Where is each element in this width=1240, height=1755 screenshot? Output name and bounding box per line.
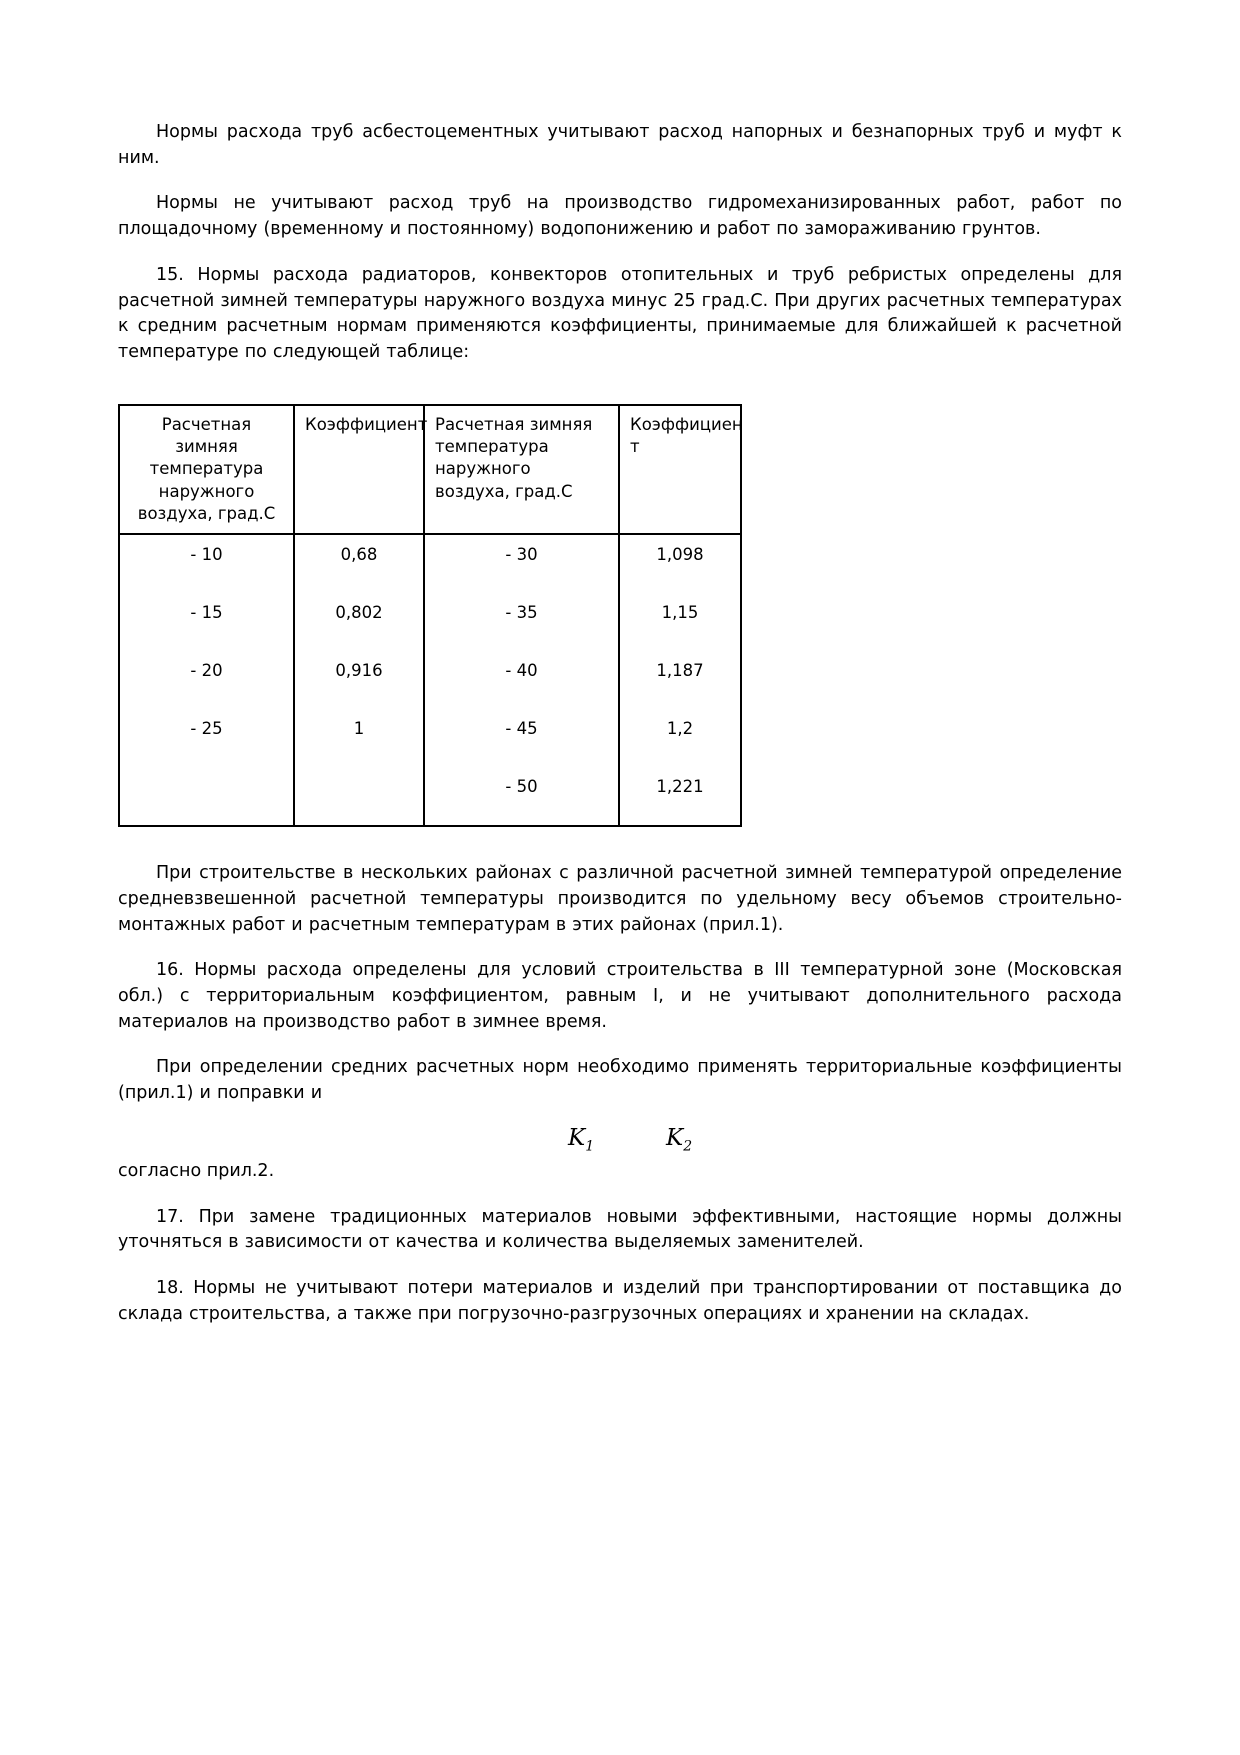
table-header-cell-1: Расчетная зимняя температура наружного воздуха, град.С <box>119 405 294 534</box>
paragraph-multiple-regions: При строительстве в нескольких районах с различной расчетной зимней температурой определение средневзвешенной расчетной температуры производится по удельному весу объемов строительно-монтажных работ и расчетным температурам в этих районах (прил.1). <box>118 863 1122 935</box>
table-cell-temp-left: - 25 <box>119 709 294 767</box>
paragraph-asbestos-pipes: Нормы расхода труб асбестоцементных учитывают расход напорных и безнапорных труб и муфт к ним. <box>118 122 1122 168</box>
table-cell-temp-left <box>119 767 294 826</box>
paragraph-according-to-appendix2: согласно прил.2. <box>118 1160 275 1181</box>
paragraph-item-17: 17. При замене традиционных материалов новыми эффективными, настоящие нормы должны уточняться в зависимости от качества и количества выделяемых заменителей. <box>118 1206 1122 1253</box>
table-cell-coef-left: 0,916 <box>294 651 424 709</box>
table-row <box>119 767 741 826</box>
paragraph-item-18: 18. Нормы не учитывают потери материалов и изделий при транспортировании от поставщика до склада строительства, а также при погрузочно-разгрузочных операциях и хранении на складах. <box>118 1277 1122 1324</box>
table-header-cell-2: Коэффициент <box>294 405 424 534</box>
table-cell-coef-right: 1,221 <box>656 777 704 797</box>
table-row <box>119 534 741 593</box>
table-header-cell-4: Коэффициен т <box>619 405 741 534</box>
table-cell-temp-left: - 20 <box>119 651 294 709</box>
table-header-row <box>119 405 741 534</box>
table-cell-temp-right: - 50 <box>424 767 619 826</box>
table-cell-coef-left: 1 <box>294 709 424 767</box>
table-header-cell-3: Расчетная зимняя температура наружного воздуха, град.С <box>424 405 619 534</box>
paragraph-norms-exclusions: Нормы не учитывают расход труб на производство гидромеханизированных работ, работ по площадочному (временному и постоянному) водопонижению и работ по замораживанию грунтов. <box>118 193 1122 240</box>
formula-row <box>118 1125 1122 1159</box>
table-cell-coef-left <box>294 767 424 826</box>
paragraph-item-15: 15. Нормы расхода радиаторов, конвекторов отопительных и труб ребристых определены для расчетной зимней температуры наружного воздуха минус 25 град.С. При других расчетных температурах к средним расчетным нормам применяются коэффициенты, принимаемые для ближайшей к расчетной температуре по следующей таблице: <box>118 264 1122 363</box>
paragraph-item-16: 16. Нормы расхода определены для условий строительства в III температурной зоне (Московская обл.) с территориальным коэффициентом, равным I, и не учитывают дополнительного расхода материалов на производство работ в зимнее время. <box>118 960 1122 1032</box>
paragraph-territorial-coefficients: При определении средних расчетных норм необходимо применять территориальные коэффициенты (прил.1) и поправки и <box>118 1057 1122 1104</box>
coefficient-table-wrapper <box>118 404 1122 827</box>
table-cell-temp-right: - 30 <box>424 534 619 593</box>
coefficient-table <box>118 404 742 827</box>
table-cell-coef-right: 1,2 <box>666 719 694 739</box>
formula-k1: $K_1$ <box>568 1124 595 1155</box>
table-row <box>119 651 741 709</box>
table-cell-temp-right: - 40 <box>424 651 619 709</box>
table-cell-temp-right: - 35 <box>424 593 619 651</box>
table-row <box>119 593 741 651</box>
formula-k2: $K_2$ <box>666 1124 693 1155</box>
table-cell-coef-right: 1,098 <box>656 545 704 565</box>
table-cell-coef-left: 0,802 <box>294 593 424 651</box>
table-cell-temp-left: - 15 <box>119 593 294 651</box>
table-cell-coef-right: 1,187 <box>656 661 704 681</box>
table-cell-coef-right: 1,15 <box>661 603 699 623</box>
table-cell-temp-left: - 10 <box>119 534 294 593</box>
table-cell-temp-right: - 45 <box>424 709 619 767</box>
table-row <box>119 709 741 767</box>
table-cell-coef-left: 0,68 <box>294 534 424 593</box>
